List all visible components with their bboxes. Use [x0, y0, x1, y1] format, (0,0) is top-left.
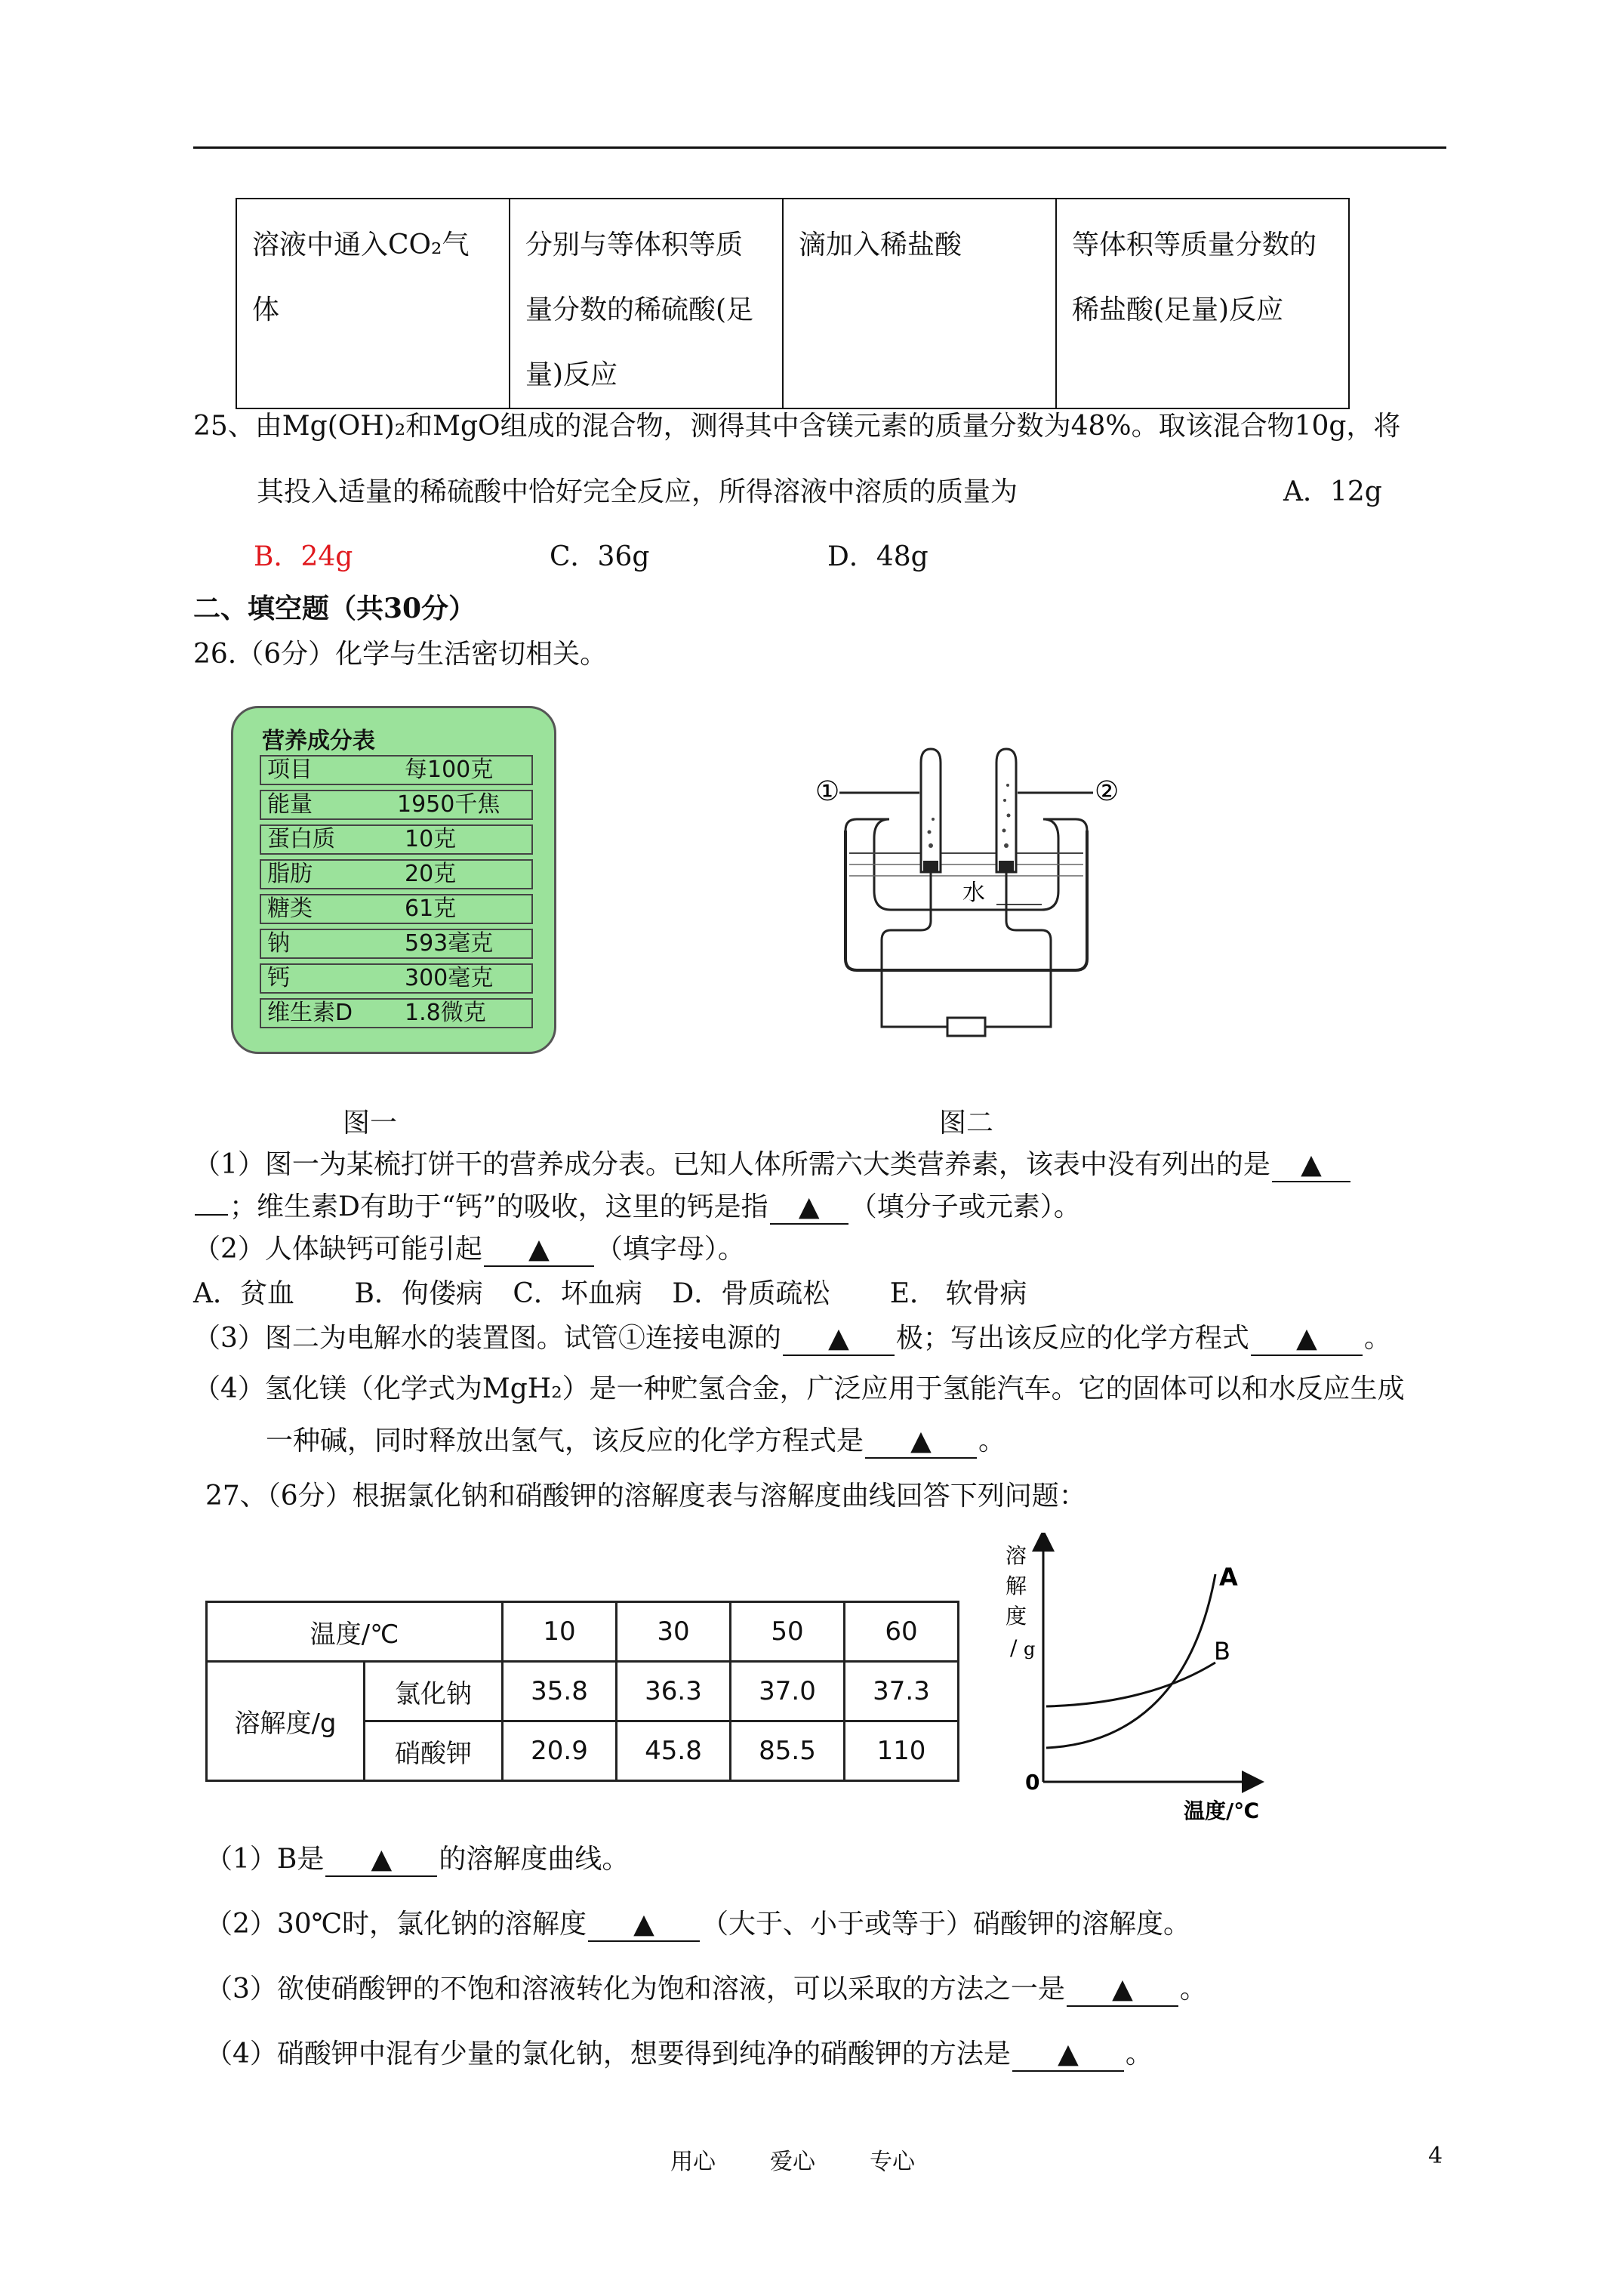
tube-2-label: ②	[1095, 776, 1119, 807]
q26-part3: （3）图二为电解水的装置图。试管①连接电源的 ▲ 极；写出该反应的化学方程式 ▲ 。	[193, 1321, 1391, 1356]
q26-options: A．贫血 B．佝偻病 C．坏血病 D．骨质疏松 E． 软骨病	[193, 1278, 1027, 1309]
nutrition-row: 维生素D 1.8微克	[260, 998, 533, 1028]
q27-part2: （2）30℃时，氯化钠的溶解度 ▲ （大于、小于或等于）硝酸钾的溶解度。	[205, 1907, 1190, 1942]
q25-line2: 其投入适量的稀硫酸中恰好完全反应，所得溶液中溶质的质量为	[257, 476, 1018, 507]
curve-a-label: A	[1219, 1563, 1238, 1592]
temp-cell: 10	[503, 1602, 617, 1662]
solubility-header: 溶解度/g	[207, 1662, 365, 1781]
nutrition-row: 脂肪 20克	[260, 859, 533, 889]
q26-part2: （2）人体缺钙可能引起 ▲ （填字母）。	[193, 1232, 745, 1267]
substance-name: 硝酸钾	[365, 1721, 503, 1781]
temp-cell: 30	[617, 1602, 731, 1662]
q27-part4: （4）硝酸钾中混有少量的氯化钠，想要得到纯净的硝酸钾的方法是 ▲ 。	[205, 2037, 1153, 2072]
temp-cell: 50	[731, 1602, 845, 1662]
solubility-value: 85.5	[731, 1721, 845, 1781]
footer-text: 专心	[870, 2149, 915, 2175]
solubility-value: 45.8	[617, 1721, 731, 1781]
q25-line1: 25、由Mg(OH)₂和MgO组成的混合物，测得其中含镁元素的质量分数为48%。取该混合物10g，将	[193, 411, 1401, 442]
table-cell: 溶液中通入CO₂气体	[236, 199, 510, 408]
nutrition-row: 钠 593毫克	[260, 929, 533, 959]
table-cell: 分别与等体积等质量分数的稀硫酸(足量)反应	[510, 199, 783, 408]
q26-part1-line2: ；维生素D有助于“钙”的吸收，这里的钙是指 ▲ （填分子或元素）。	[193, 1190, 1081, 1225]
table-cell: 等体积等质量分数的稀盐酸(足量)反应	[1056, 199, 1349, 408]
test-tube-1	[921, 749, 941, 872]
q27-heading: 27、（6分）根据氯化钠和硝酸钾的溶解度表与溶解度曲线回答下列问题：	[205, 1481, 1086, 1512]
nutrition-title: 营养成分表	[262, 728, 375, 754]
solubility-value: 35.8	[503, 1662, 617, 1721]
water-label: 水	[962, 880, 985, 906]
x-axis-label: 温度/℃	[1184, 1798, 1260, 1823]
solubility-value: 20.9	[503, 1721, 617, 1781]
solubility-table	[205, 1601, 959, 1782]
q27-part1: （1）B是 ▲ 的溶解度曲线。	[205, 1842, 629, 1877]
q25-option-d: D．48g	[827, 541, 929, 572]
q25-option-b: B．24g	[254, 541, 353, 572]
solubility-value: 37.3	[845, 1662, 959, 1721]
substance-name: 氯化钠	[365, 1662, 503, 1721]
options-table	[236, 198, 1350, 409]
section-heading: 二、填空题（共30分）	[193, 593, 476, 624]
figure-1-caption: 图一	[343, 1108, 398, 1139]
q27-part3: （3）欲使硝酸钾的不饱和溶液转化为饱和溶液，可以采取的方法之一是 ▲ 。	[205, 1972, 1207, 2007]
test-tube-2	[996, 749, 1016, 872]
curve-b-label: B	[1214, 1637, 1230, 1666]
electrolysis-diagram	[793, 732, 1140, 1049]
page-number: 4	[1428, 2143, 1443, 2169]
solubility-value: 110	[845, 1721, 959, 1781]
y-label-char: 解	[1006, 1573, 1027, 1598]
nutrition-row: 钙 300毫克	[260, 963, 533, 994]
nutrition-row: 能量 1950千焦	[260, 790, 533, 820]
nutrition-row: 糖类 61克	[260, 894, 533, 924]
nutrition-row: 蛋白质 10克	[260, 824, 533, 855]
header-rule	[193, 146, 1446, 149]
footer-text: 用心	[670, 2149, 716, 2175]
footer-text: 爱心	[770, 2149, 815, 2175]
solubility-value: 37.0	[731, 1662, 845, 1721]
solubility-value: 36.3	[617, 1662, 731, 1721]
figure-2-caption: 图二	[939, 1108, 994, 1139]
temp-cell: 60	[845, 1602, 959, 1662]
curve-b	[1046, 1663, 1215, 1706]
power-source	[947, 1018, 985, 1036]
origin-label: 0	[1025, 1770, 1040, 1795]
y-label-char: g	[1024, 1638, 1036, 1660]
nutrition-row: 项目 每100克	[260, 755, 533, 785]
tube-1-label: ①	[815, 776, 840, 807]
y-label-char: 溶	[1006, 1543, 1027, 1568]
y-label-char: /	[1010, 1635, 1018, 1660]
table-cell: 滴加入稀盐酸	[783, 199, 1056, 408]
nutrition-table	[231, 706, 556, 1054]
q26-part1-line1: （1）图一为某梳打饼干的营养成分表。已知人体所需六大类营养素，该表中没有列出的是 ▲	[193, 1148, 1352, 1182]
curve-a	[1046, 1574, 1215, 1748]
q25-option-c: C．36g	[550, 541, 650, 572]
q26-part4-line1: （4）氢化镁（化学式为MgH₂）是一种贮氢合金，广泛应用于氢能汽车。它的固体可以和水反应生成	[193, 1373, 1405, 1404]
temp-header: 温度/℃	[207, 1602, 503, 1662]
q26-part4-line2: 一种碱，同时释放出氢气，该反应的化学方程式是 ▲ 。	[266, 1424, 1006, 1459]
q25-option-a: A．12g	[1283, 476, 1382, 507]
solubility-curve-graph	[989, 1533, 1291, 1823]
y-label-char: 度	[1006, 1604, 1027, 1629]
q26-heading: 26.（6分）化学与生活密切相关。	[193, 639, 608, 670]
